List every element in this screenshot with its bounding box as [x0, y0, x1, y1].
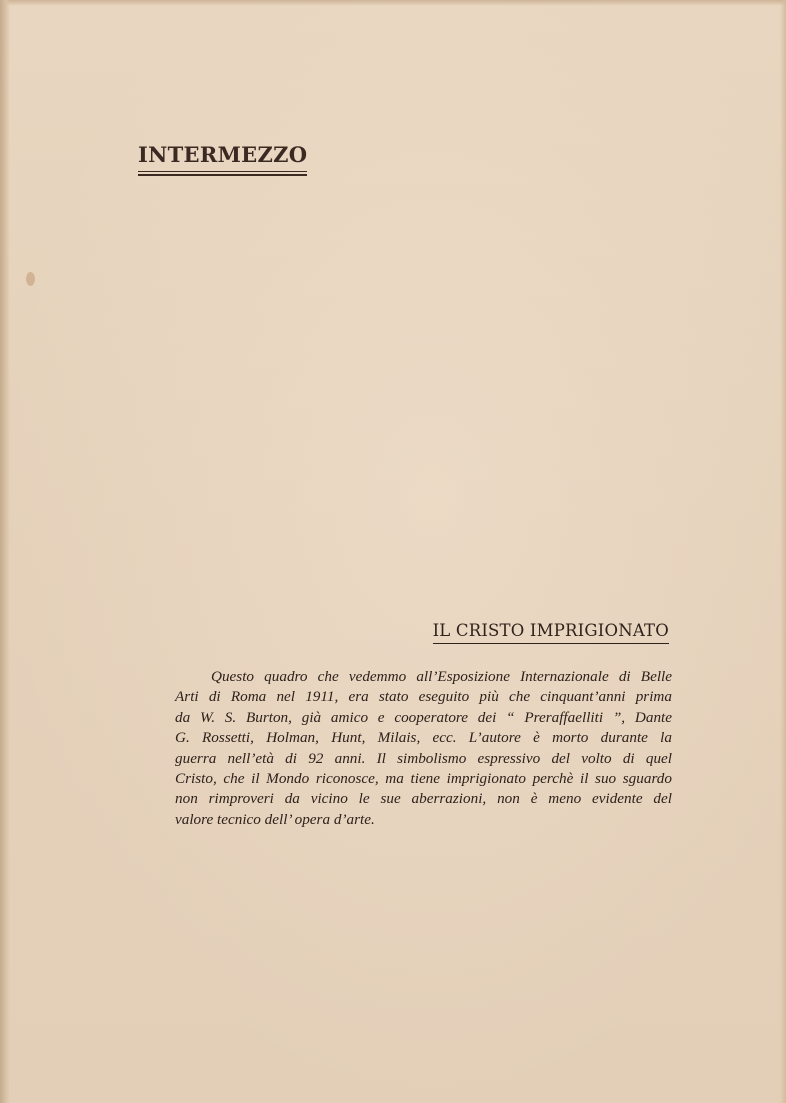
- article-line: Cristo, che il Mondo riconosce, ma tiene imprigionato perchè il suo sguardo: [175, 769, 672, 787]
- article-line: non rimproveri da vicino le sue aberrazioni, non è meno evidente del: [175, 790, 672, 808]
- article-line: Questo quadro che vedemmo all’Esposizione Internazionale di Belle: [211, 668, 672, 685]
- section-title: INTERMEZZO: [138, 142, 307, 172]
- paper-edge-right: [780, 0, 786, 1103]
- article-title: IL CRISTO IMPRIGIONATO: [433, 621, 669, 644]
- article-line: da W. S. Burton, già amico e cooperatore dei “ Preraffaelliti ”, Dante: [175, 708, 672, 726]
- article-line: valore tecnico dell’ opera d’arte.: [175, 810, 375, 828]
- article-line: guerra nell’età di 92 anni. Il simbolismo espressivo del volto di quel: [175, 749, 672, 767]
- article-body: [175, 667, 672, 830]
- paper-edge-left: [0, 0, 10, 1103]
- paper-stain: [26, 272, 35, 286]
- paper-edge-top: [0, 0, 786, 6]
- article-line: G. Rossetti, Holman, Hunt, Milais, ecc. L’autore è morto durante la: [175, 729, 672, 747]
- article-line: Arti di Roma nel 1911, era stato eseguito più che cinquant’anni prima: [175, 688, 672, 706]
